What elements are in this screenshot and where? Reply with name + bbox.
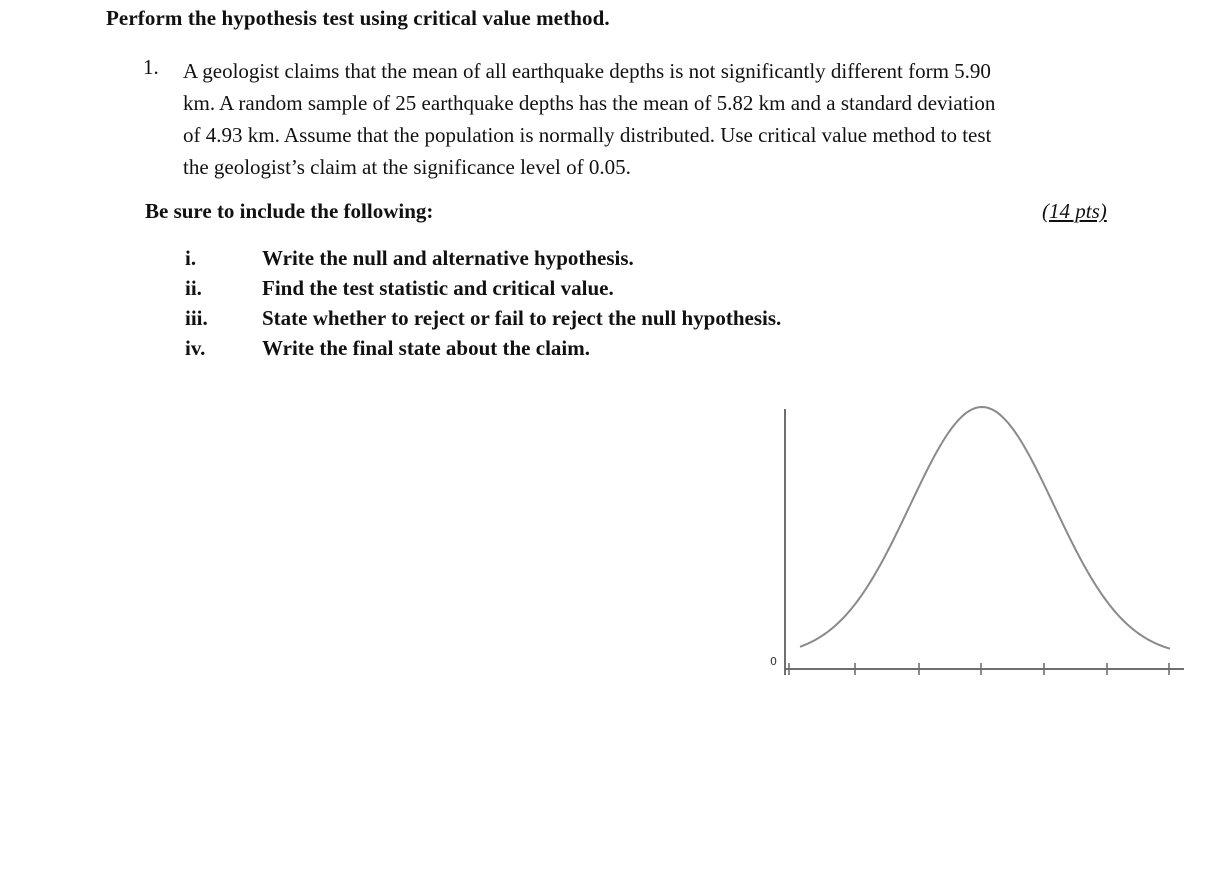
question-line: of 4.93 km. Assume that the population is normally distributed. Use critical value method to test bbox=[183, 123, 992, 147]
bell-curve bbox=[800, 407, 1170, 649]
task-text: Write the final state about the claim. bbox=[262, 336, 590, 360]
task-number: iv. bbox=[185, 336, 206, 360]
task-item bbox=[185, 246, 985, 276]
normal-curve-graph bbox=[760, 395, 1190, 685]
task-item bbox=[185, 336, 985, 366]
task-number: i. bbox=[185, 246, 197, 270]
question-number: 1. bbox=[143, 55, 159, 79]
question-line: A geologist claims that the mean of all earthquake depths is not significantly different form 5.90 bbox=[183, 59, 991, 83]
task-text: Write the null and alternative hypothesis. bbox=[262, 246, 634, 270]
origin-label: 0 bbox=[770, 655, 777, 668]
question-line: the geologist’s claim at the significance level of 0.05. bbox=[183, 155, 631, 179]
question-line: km. A random sample of 25 earthquake depths has the mean of 5.82 km and a standard deviation bbox=[183, 91, 996, 115]
task-item bbox=[185, 306, 985, 336]
include-label: Be sure to include the following: bbox=[145, 199, 434, 223]
task-number: ii. bbox=[185, 276, 202, 300]
task-text: State whether to reject or fail to reject the null hypothesis. bbox=[262, 306, 782, 330]
task-item bbox=[185, 276, 985, 306]
question-text bbox=[183, 55, 1133, 183]
points-label: (14 pts) bbox=[1042, 199, 1107, 223]
task-text: Find the test statistic and critical value. bbox=[262, 276, 614, 300]
page-heading: Perform the hypothesis test using critical value method. bbox=[106, 6, 610, 30]
task-list bbox=[185, 246, 985, 366]
task-number: iii. bbox=[185, 306, 208, 330]
